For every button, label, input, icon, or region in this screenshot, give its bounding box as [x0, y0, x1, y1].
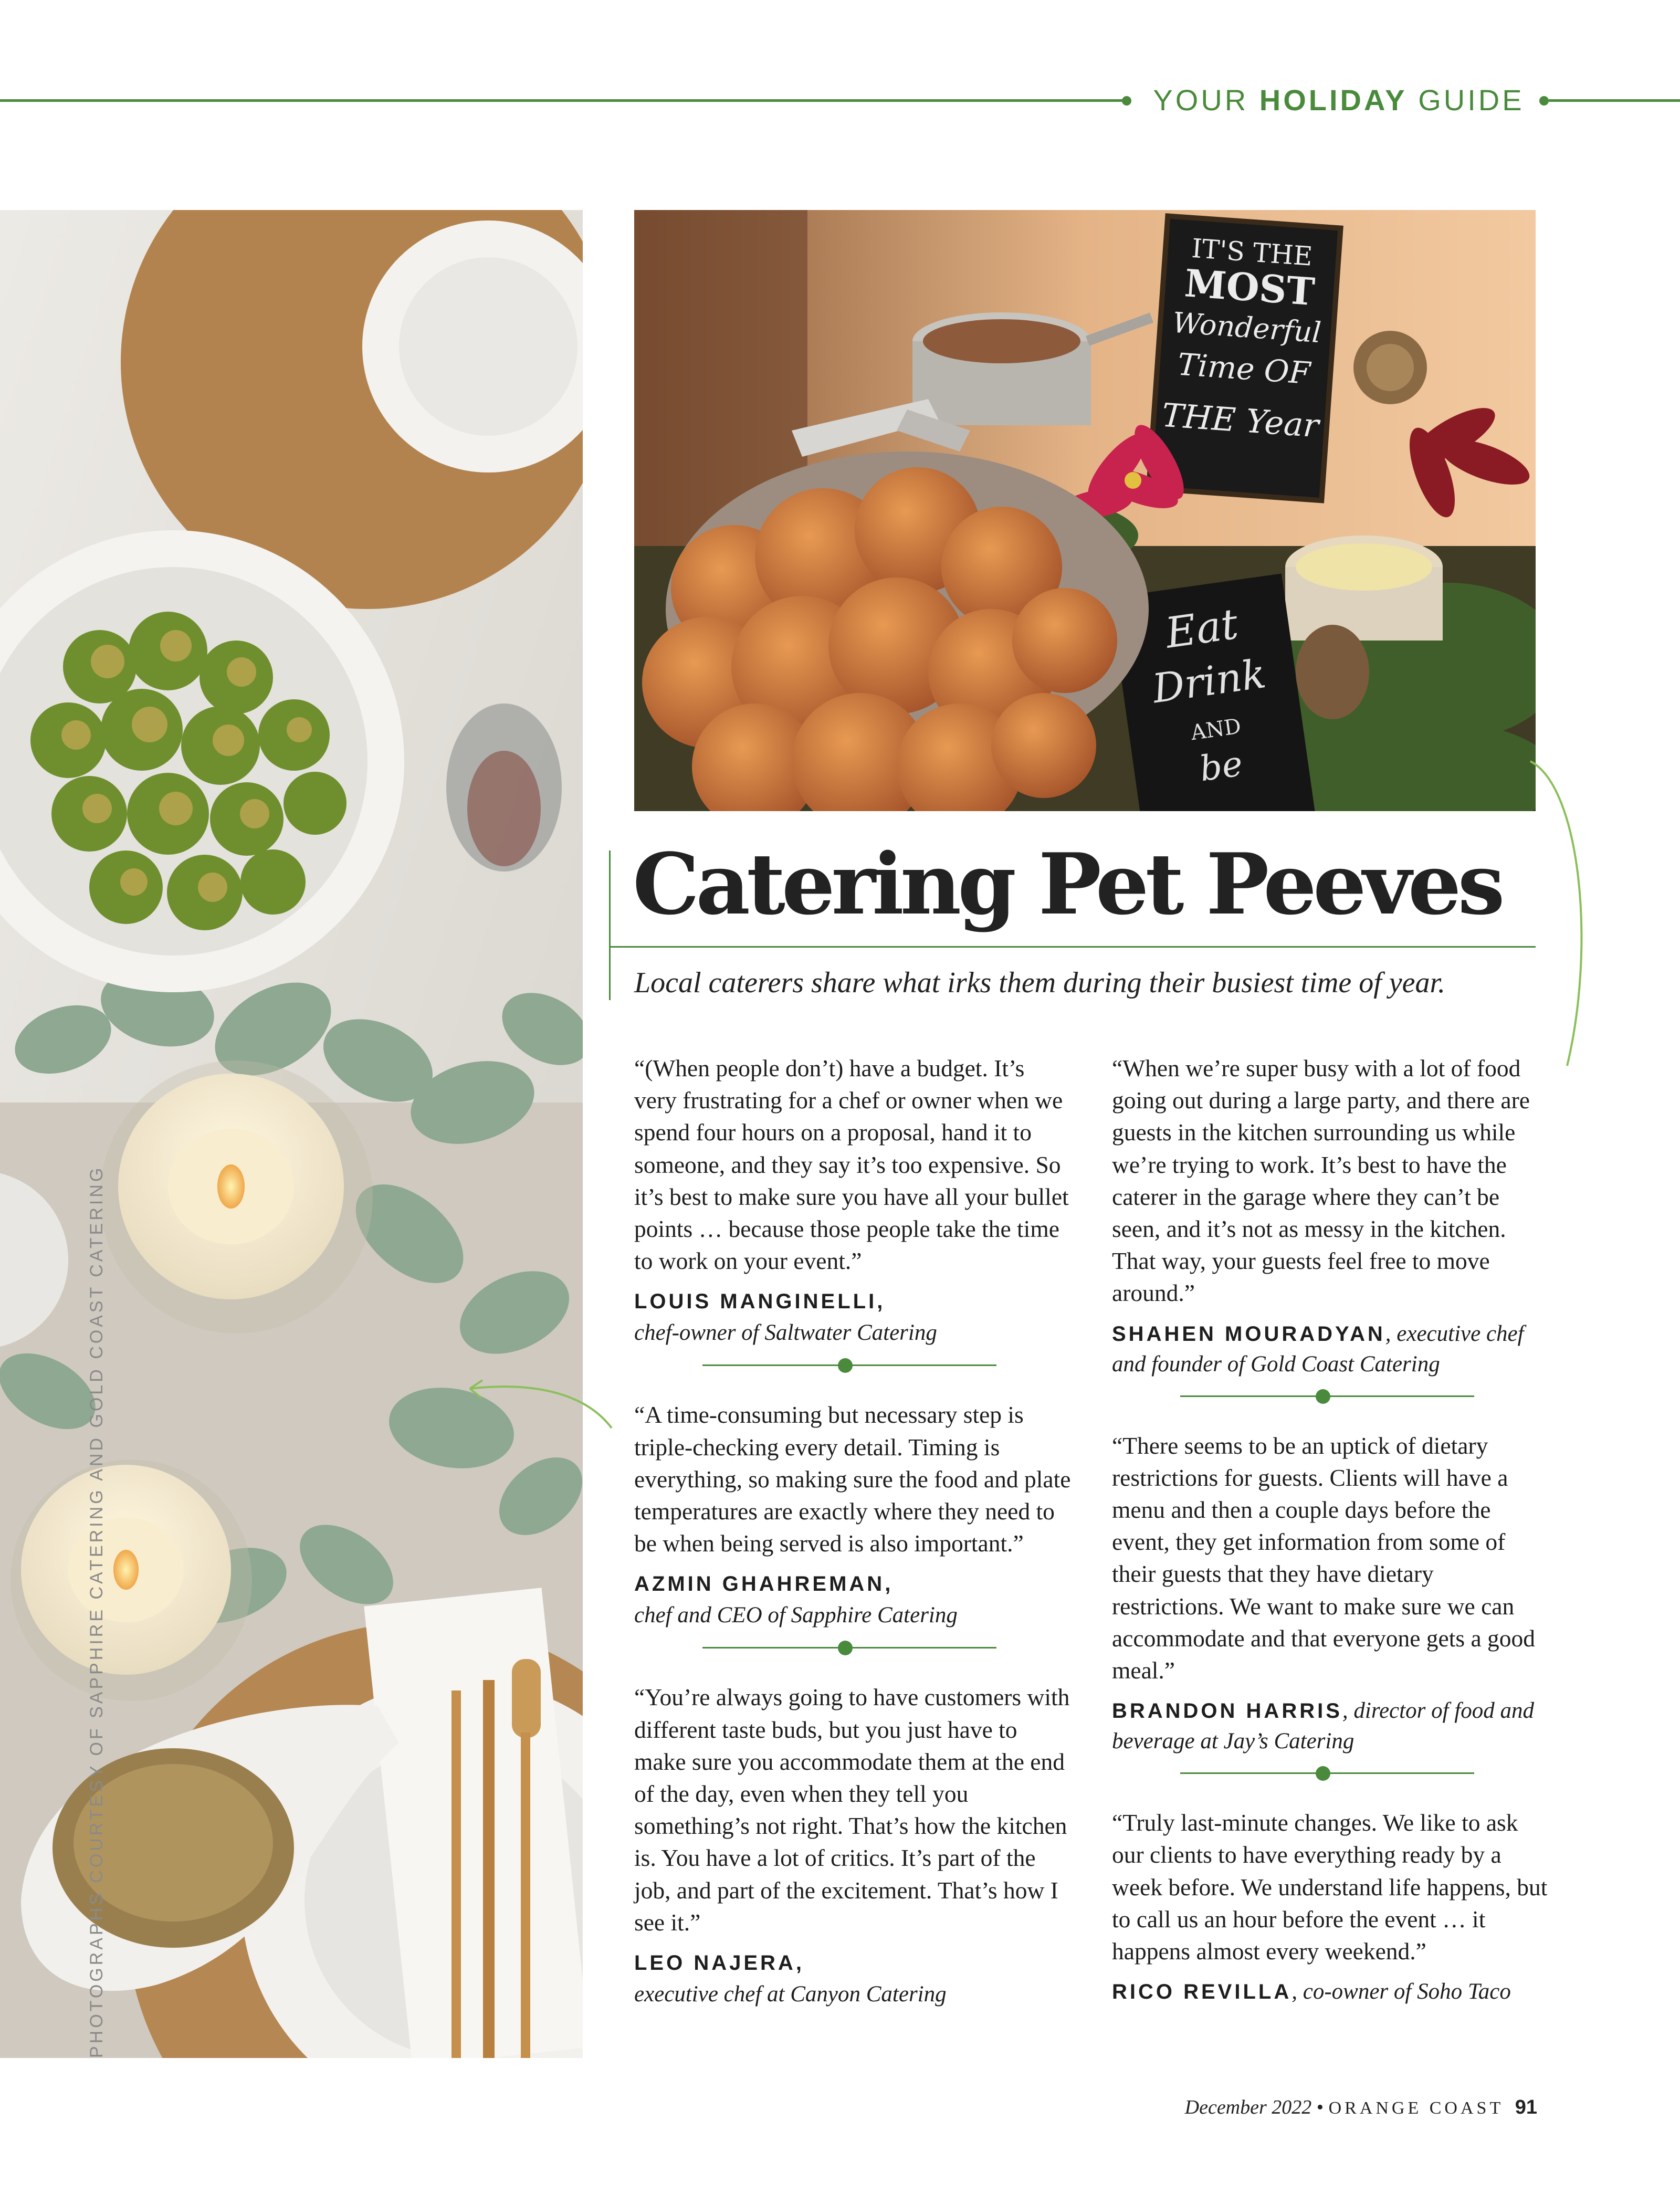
quote-attribution: RICO REVILLA, co-owner of Soho Taco	[1112, 1979, 1511, 2004]
svg-text:Time OF: Time OF	[1176, 346, 1311, 392]
quote-divider	[634, 1631, 1073, 1681]
svg-text:THE Year: THE Year	[1160, 395, 1320, 445]
section-header: YOUR HOLIDAY GUIDE	[1153, 83, 1525, 117]
header-rule-dot-left	[1122, 96, 1131, 106]
title-accent-rule	[609, 850, 611, 1000]
quote-divider	[1112, 1757, 1550, 1807]
quote-text: “(When people don’t) have a budget. It’s very frustrating for a chef or owner when we spend four hours on a proposal, hand it to someone, and they say it’s too expensive. So it’s best to make sure you have all your bullet points … because those people take the time to work on your event.”	[634, 1055, 1069, 1275]
quotes-column-right	[1112, 1052, 1550, 2007]
quote-text: “When we’re super busy with a lot of food going out during a large party, and there are guests in the kitchen surrounding us while we’re trying to work. It’s best to have the caterer in the garage where they can’t be seen, and it’s not as messy in the kitchen. That way, your guests feel free to move around.”	[1112, 1055, 1530, 1307]
header-rule-left	[0, 99, 1124, 102]
buffet-illustration	[634, 210, 1536, 811]
svg-text:IT'S THE: IT'S THE	[1190, 233, 1314, 272]
title-underline-rule	[609, 946, 1536, 948]
photo-credit: PHOTOGRAPHS COURTESY OF SAPPHIRE CATERING AND GOLD COAST CATERING	[87, 1165, 107, 2058]
header-rule-dot-right	[1539, 96, 1549, 106]
quote-attribution: SHAHEN MOURADYAN, executive chef and founder of Gold Coast Catering	[1112, 1321, 1524, 1377]
svg-text:MOST: MOST	[1183, 260, 1316, 314]
header-rule-right	[1549, 99, 1680, 102]
svg-text:Drink: Drink	[1149, 650, 1269, 712]
quote-attribution-name: LOUIS MANGINELLI,	[634, 1290, 886, 1314]
magazine-name: ORANGE COAST	[1328, 2098, 1504, 2118]
quote-divider	[1112, 1380, 1550, 1430]
issue-date: December 2022	[1184, 2096, 1312, 2118]
quote-divider	[634, 1349, 1073, 1399]
quote-attribution: BRANDON HARRIS, director of food and beverage at Jay’s Catering	[1112, 1698, 1534, 1754]
quote-text: “There seems to be an uptick of dietary restrictions for guests. Clients will have a menu and then a couple days before the event, they get information from some of their guests that they have dietary restrictions. We want to make sure we can accommodate and that everyone gets a good meal.”	[1112, 1432, 1536, 1684]
page-footer	[1185, 2096, 1537, 2119]
quote-text: “Truly last-minute changes. We like to ask our clients to have everything ready by a week before. We understand life happens, but to call us an hour before the event … it happens almost every weekend.”	[1112, 1809, 1548, 1965]
buffet-photo	[634, 210, 1536, 811]
page-number: 91	[1515, 2096, 1537, 2118]
svg-text:Wonderful: Wonderful	[1171, 306, 1322, 350]
quote-attribution-name: LEO NAJERA,	[634, 1951, 804, 1975]
svg-text:Eat: Eat	[1162, 599, 1241, 658]
quote-attribution-name: AZMIN GHAHREMAN,	[634, 1572, 894, 1596]
quote-attribution-role: executive chef at Canyon Catering	[634, 1982, 947, 2007]
article-title: Catering Pet Peeves	[633, 835, 1502, 933]
svg-text:be: be	[1197, 743, 1245, 790]
quote-text: “A time-consuming but necessary step is triple-checking every detail. Timing is everything, so making sure the food and plate temperatures are exactly where they need to be when being served is also important.”	[634, 1401, 1071, 1557]
quote-text: “You’re always going to have customers with different taste buds, but you just have to make sure you accommodate them at the end of the day, even when they tell you something’s not right. That’s how the kitchen is. You have a lot of critics. It’s part of the job, and part of the excitement. That’s how I see it.”	[634, 1684, 1070, 1936]
svg-text:AND: AND	[1189, 714, 1243, 746]
footer-bullet: •	[1316, 2096, 1324, 2118]
quote-attribution-role: chef-owner of Saltwater Catering	[634, 1320, 937, 1346]
quotes-column-left	[634, 1052, 1073, 2010]
article-subtitle: Local caterers share what irks them during their busiest time of year.	[634, 967, 1446, 999]
quote-attribution-role: chef and CEO of Sapphire Catering	[634, 1603, 958, 1628]
